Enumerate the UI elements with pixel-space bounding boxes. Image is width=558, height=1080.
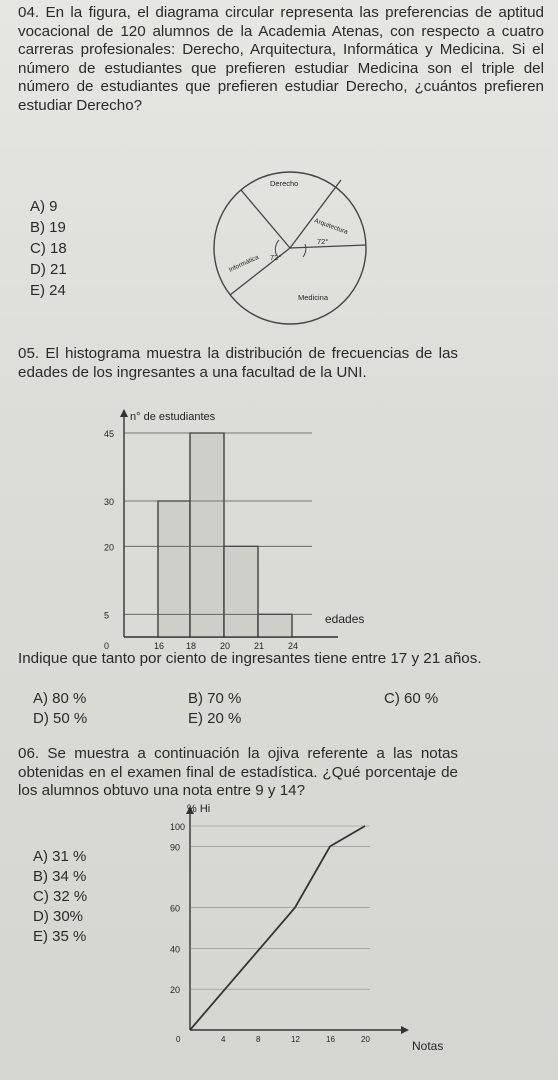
ogive-x-tick-label: 16	[326, 1035, 335, 1044]
ogive-y-tick-label: 90	[170, 842, 181, 853]
pie-angle-arc	[303, 244, 306, 257]
hist-bar	[224, 546, 258, 637]
ogive-ylabel: % Hi	[187, 803, 211, 815]
hist-y-tick-label: 30	[104, 497, 115, 507]
ogive-x-tick-label: 20	[361, 1035, 370, 1044]
hist-x-tick-label: 21	[254, 641, 265, 650]
q04-option-c[interactable]: C) 18	[30, 240, 67, 257]
q04-pie-chart	[210, 160, 380, 330]
q05-option-b[interactable]: B) 70 %	[188, 690, 242, 707]
ogive-y-tick-label: 20	[170, 985, 181, 996]
ogive-x-tick-label: 4	[221, 1035, 226, 1044]
ogive-y-tick-label: 100	[170, 822, 186, 832]
q05-option-d[interactable]: D) 50 %	[33, 710, 88, 727]
hist-x-tick-label: 0	[104, 641, 110, 650]
q04-option-d[interactable]: D) 21	[30, 261, 67, 278]
q04-text: 04. En la figura, el diagrama circular representa las preferencias de aptitud vocacional de 120 alumnos de la Academia Atenas, con respecto a cuatro carreras profesionales: Derecho, Arquitectura, Informática y Medicina. Si el número de estudiantes que prefieren estudiar Medicina son el triple del número de estudiantes que prefieren estudiar Derecho, ¿cuántos prefieren estudiar Derecho?	[18, 4, 544, 114]
hist-x-tick-label: 20	[220, 641, 231, 650]
pie-label-medicina: Medicina	[298, 293, 329, 302]
q05-text: 05. El histograma muestra la distribución de frecuencias de las edades de los ingresantes a una facultad de la UNI.	[18, 345, 458, 381]
q06-text: 06. Se muestra a continuación la ojiva referente a las notas obtenidas en el examen final de estadística. ¿Qué porcentaje de los alumnos obtuvo una nota entre 9 y 14?	[18, 745, 458, 800]
q05-question: Indique que tanto por ciento de ingresantes tiene entre 17 y 21 años.	[18, 650, 482, 667]
hist-bar	[258, 614, 292, 637]
hist-x-tick-label: 16	[154, 641, 165, 650]
hist-x-tick-label: 24	[288, 641, 299, 650]
ogive-x-tick-label: 12	[291, 1035, 300, 1044]
q04-option-a[interactable]: A) 9	[30, 198, 58, 215]
ogive-y-tick-label: 60	[170, 903, 181, 914]
q05-option-e[interactable]: E) 20 %	[188, 710, 242, 727]
q05-option-a[interactable]: A) 80 %	[33, 690, 87, 707]
pie-slice-line	[241, 190, 290, 248]
hist-y-tick-label: 20	[104, 542, 115, 553]
ogive-xlabel: Notas	[412, 1039, 444, 1053]
q06-option-b[interactable]: B) 34 %	[33, 868, 87, 885]
ogive-y-tick-label: 40	[170, 944, 181, 955]
ogive-x-arrow	[401, 1026, 409, 1034]
q05-option-c[interactable]: C) 60 %	[384, 690, 439, 707]
ogive-x-tick-label: 0	[176, 1035, 181, 1044]
pie-angle-arquitectura: 72°	[317, 237, 329, 246]
q06-option-c[interactable]: C) 32 %	[33, 888, 88, 905]
q04-option-e[interactable]: E) 24	[30, 282, 66, 299]
q05-histogram	[70, 405, 400, 650]
pie-label-derecho: Derecho	[270, 179, 299, 188]
pie-angle-informatica: 72°	[270, 253, 282, 262]
hist-y-arrow	[120, 409, 128, 417]
hist-y-tick-label: 45	[104, 429, 115, 439]
hist-ylabel: n° de estudiantes	[130, 411, 216, 423]
pie-label-informatica: Informática	[227, 253, 260, 274]
q06-option-a[interactable]: A) 31 %	[33, 848, 87, 865]
hist-bar	[158, 501, 190, 637]
q06-ogive-chart	[150, 800, 470, 1065]
hist-x-tick-label: 18	[186, 641, 197, 650]
q04-option-b[interactable]: B) 19	[30, 219, 66, 236]
ogive-x-tick-label: 8	[256, 1035, 261, 1044]
q06-option-d[interactable]: D) 30%	[33, 908, 84, 925]
pie-slice-line	[290, 180, 341, 248]
hist-bar	[190, 433, 224, 637]
pie-label-arquitectura: Arquitectura	[313, 217, 349, 236]
q06-option-e[interactable]: E) 35 %	[33, 928, 87, 945]
hist-xlabel: edades	[325, 612, 365, 626]
hist-y-tick-label: 5	[104, 610, 110, 621]
ogive-line	[190, 826, 365, 1030]
